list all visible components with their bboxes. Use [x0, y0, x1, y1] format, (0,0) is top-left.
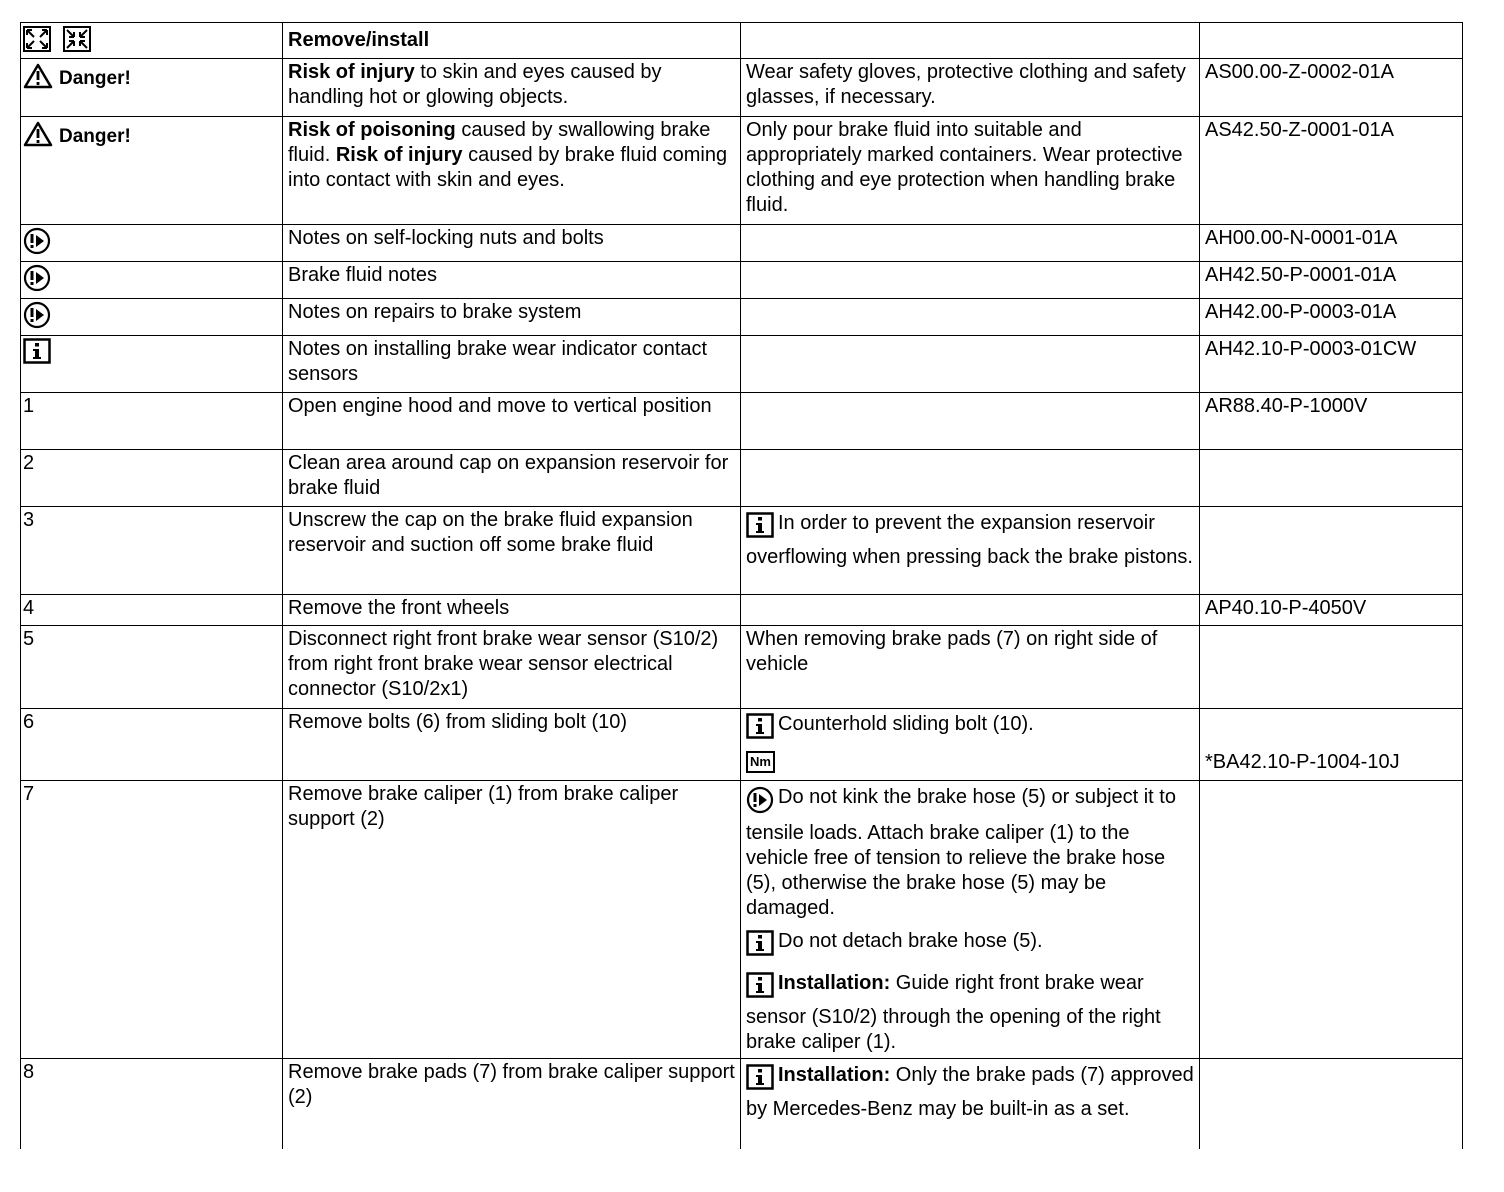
table-row — [21, 709, 1463, 781]
step-text: Remove brake caliper (1) from brake caliper support (2) — [288, 783, 679, 830]
table-row: 8 Remove brake pads (7) from brake caliper support (2) Installation: Only the brake pads (7) approved by Mercedes-Benz may be built-in as a set. — [21, 1059, 1463, 1149]
note-text: When removing brake pads (7) on right side of vehicle — [746, 628, 1158, 675]
table-row — [21, 450, 1463, 507]
table-row — [21, 393, 1463, 450]
step-number: 2 — [23, 452, 35, 474]
reference-link[interactable]: AH00.00-N-0001-01A — [1205, 227, 1398, 249]
reference-link[interactable]: AH42.10-P-0003-01CW — [1205, 338, 1417, 360]
table-row — [21, 225, 1463, 262]
step-text: Remove brake pads (7) from brake caliper support (2) — [288, 1061, 735, 1108]
note-arrow-circle-icon — [23, 264, 51, 292]
note-text: Do not detach brake hose (5). — [778, 930, 1043, 952]
note-text: Counterhold sliding bolt (10). — [778, 713, 1034, 735]
step-number: 5 — [23, 628, 35, 650]
danger-label: Danger! — [59, 126, 131, 147]
table-row: Danger! Risk of injury to skin and eyes caused by handling hot or glowing objects. Wear safety gloves, protective clothing and safety glasses, if necessary. AS00.00-Z-0002-01A — [21, 59, 1463, 117]
table-row — [21, 507, 1463, 595]
step-text: Remove the front wheels — [288, 597, 510, 619]
table-row — [21, 595, 1463, 626]
reference-link[interactable]: *BA42.10-P-1004-10J — [1205, 751, 1400, 773]
step-number: 8 — [23, 1061, 35, 1083]
reference-link[interactable]: AS42.50-Z-0001-01A — [1205, 119, 1395, 141]
collapse-arrows-icon — [63, 26, 91, 52]
note-text: Only the brake pads (7) approved by Mercedes-Benz may be built-in as a set. — [746, 1064, 1194, 1120]
note-text: Only pour brake fluid into suitable and appropriately marked containers. Wear protective clothing and eye protection when handling brake fluid. — [746, 119, 1183, 216]
page-title: Remove/install — [288, 29, 430, 51]
step-number: 6 — [23, 711, 35, 733]
table-row: Danger! Risk of poisoning caused by swallowing brake fluid. Risk of injury caused by brake fluid coming into contact with skin and eyes. Only pour brake fluid into suitable and appropriately marked containers. Wear protective clothing and eye protection when handling brake fluid. AS42.50-Z-0001-01A — [21, 117, 1463, 225]
step-number: 7 — [23, 783, 35, 805]
warning-triangle-icon — [23, 63, 53, 89]
step-text: Notes on repairs to brake system — [288, 301, 582, 323]
step-text: Notes on installing brake wear indicator contact sensors — [288, 338, 708, 385]
procedure-table — [20, 22, 1463, 1149]
table-row — [21, 626, 1463, 709]
header-row — [21, 23, 1463, 59]
step-number: 3 — [23, 509, 35, 531]
step-text: Brake fluid notes — [288, 264, 437, 286]
note-text: Guide right front brake wear sensor (S10/2) through the opening of the right brake caliper (1). — [746, 972, 1161, 1053]
step-text: Open engine hood and move to vertical position — [288, 395, 712, 417]
table-row — [21, 299, 1463, 336]
note-text: Wear safety gloves, protective clothing and safety glasses, if necessary. — [746, 61, 1186, 108]
step-text: Remove bolts (6) from sliding bolt (10) — [288, 711, 628, 733]
reference-link[interactable]: AH42.50-P-0001-01A — [1205, 264, 1397, 286]
info-box-icon — [746, 512, 774, 545]
reference-link[interactable]: AP40.10-P-4050V — [1205, 597, 1367, 619]
note-text: In order to prevent the expansion reservoir overflowing when pressing back the brake pistons. — [746, 512, 1193, 568]
table-row — [21, 336, 1463, 393]
step-text: Unscrew the cap on the brake fluid expansion reservoir and suction off some brake fluid — [288, 509, 693, 556]
info-box-icon — [746, 1064, 774, 1097]
note-arrow-circle-icon — [23, 227, 51, 255]
reference-link[interactable]: AR88.40-P-1000V — [1205, 395, 1368, 417]
table-row: 7 Remove brake caliper (1) from brake caliper support (2) Do not kink the brake hose (5) or subject it to tensile loads. Attach brake caliper (1) to the vehicle free of tension to relieve the brake hose (5), otherwise the brake hose (5) may be damaged. Do not detach brake hose (5). Installation: Guide right front brake wear sensor (S10/2) through the opening of the right brake caliper (1). — [21, 781, 1463, 1059]
step-text: Disconnect right front brake wear sensor (S10/2) from right front brake wear sensor electrical connector (S10/2x1) — [288, 628, 719, 700]
step-text: Notes on self-locking nuts and bolts — [288, 227, 604, 249]
info-box-icon — [23, 338, 51, 364]
info-box-icon — [746, 930, 774, 963]
note-arrow-circle-icon — [23, 301, 51, 329]
reference-link[interactable]: AH42.00-P-0003-01A — [1205, 301, 1397, 323]
step-number: 1 — [23, 395, 35, 417]
step-text: Clean area around cap on expansion reservoir for brake fluid — [288, 452, 729, 499]
note-arrow-circle-icon — [746, 786, 774, 821]
table-row — [21, 262, 1463, 299]
warning-triangle-icon — [23, 121, 53, 147]
info-box-icon — [746, 972, 774, 1005]
reference-link[interactable]: AS00.00-Z-0002-01A — [1205, 61, 1395, 83]
step-number: 4 — [23, 597, 35, 619]
expand-arrows-icon — [23, 26, 51, 52]
torque-nm-icon: Nm — [746, 751, 775, 773]
danger-label: Danger! — [59, 68, 131, 89]
info-box-icon — [746, 713, 774, 746]
note-text: Do not kink the brake hose (5) or subject it to tensile loads. Attach brake caliper (1) to the vehicle free of tension to relieve the brake hose (5), otherwise the brake hose (5) may be damaged. — [746, 786, 1176, 919]
